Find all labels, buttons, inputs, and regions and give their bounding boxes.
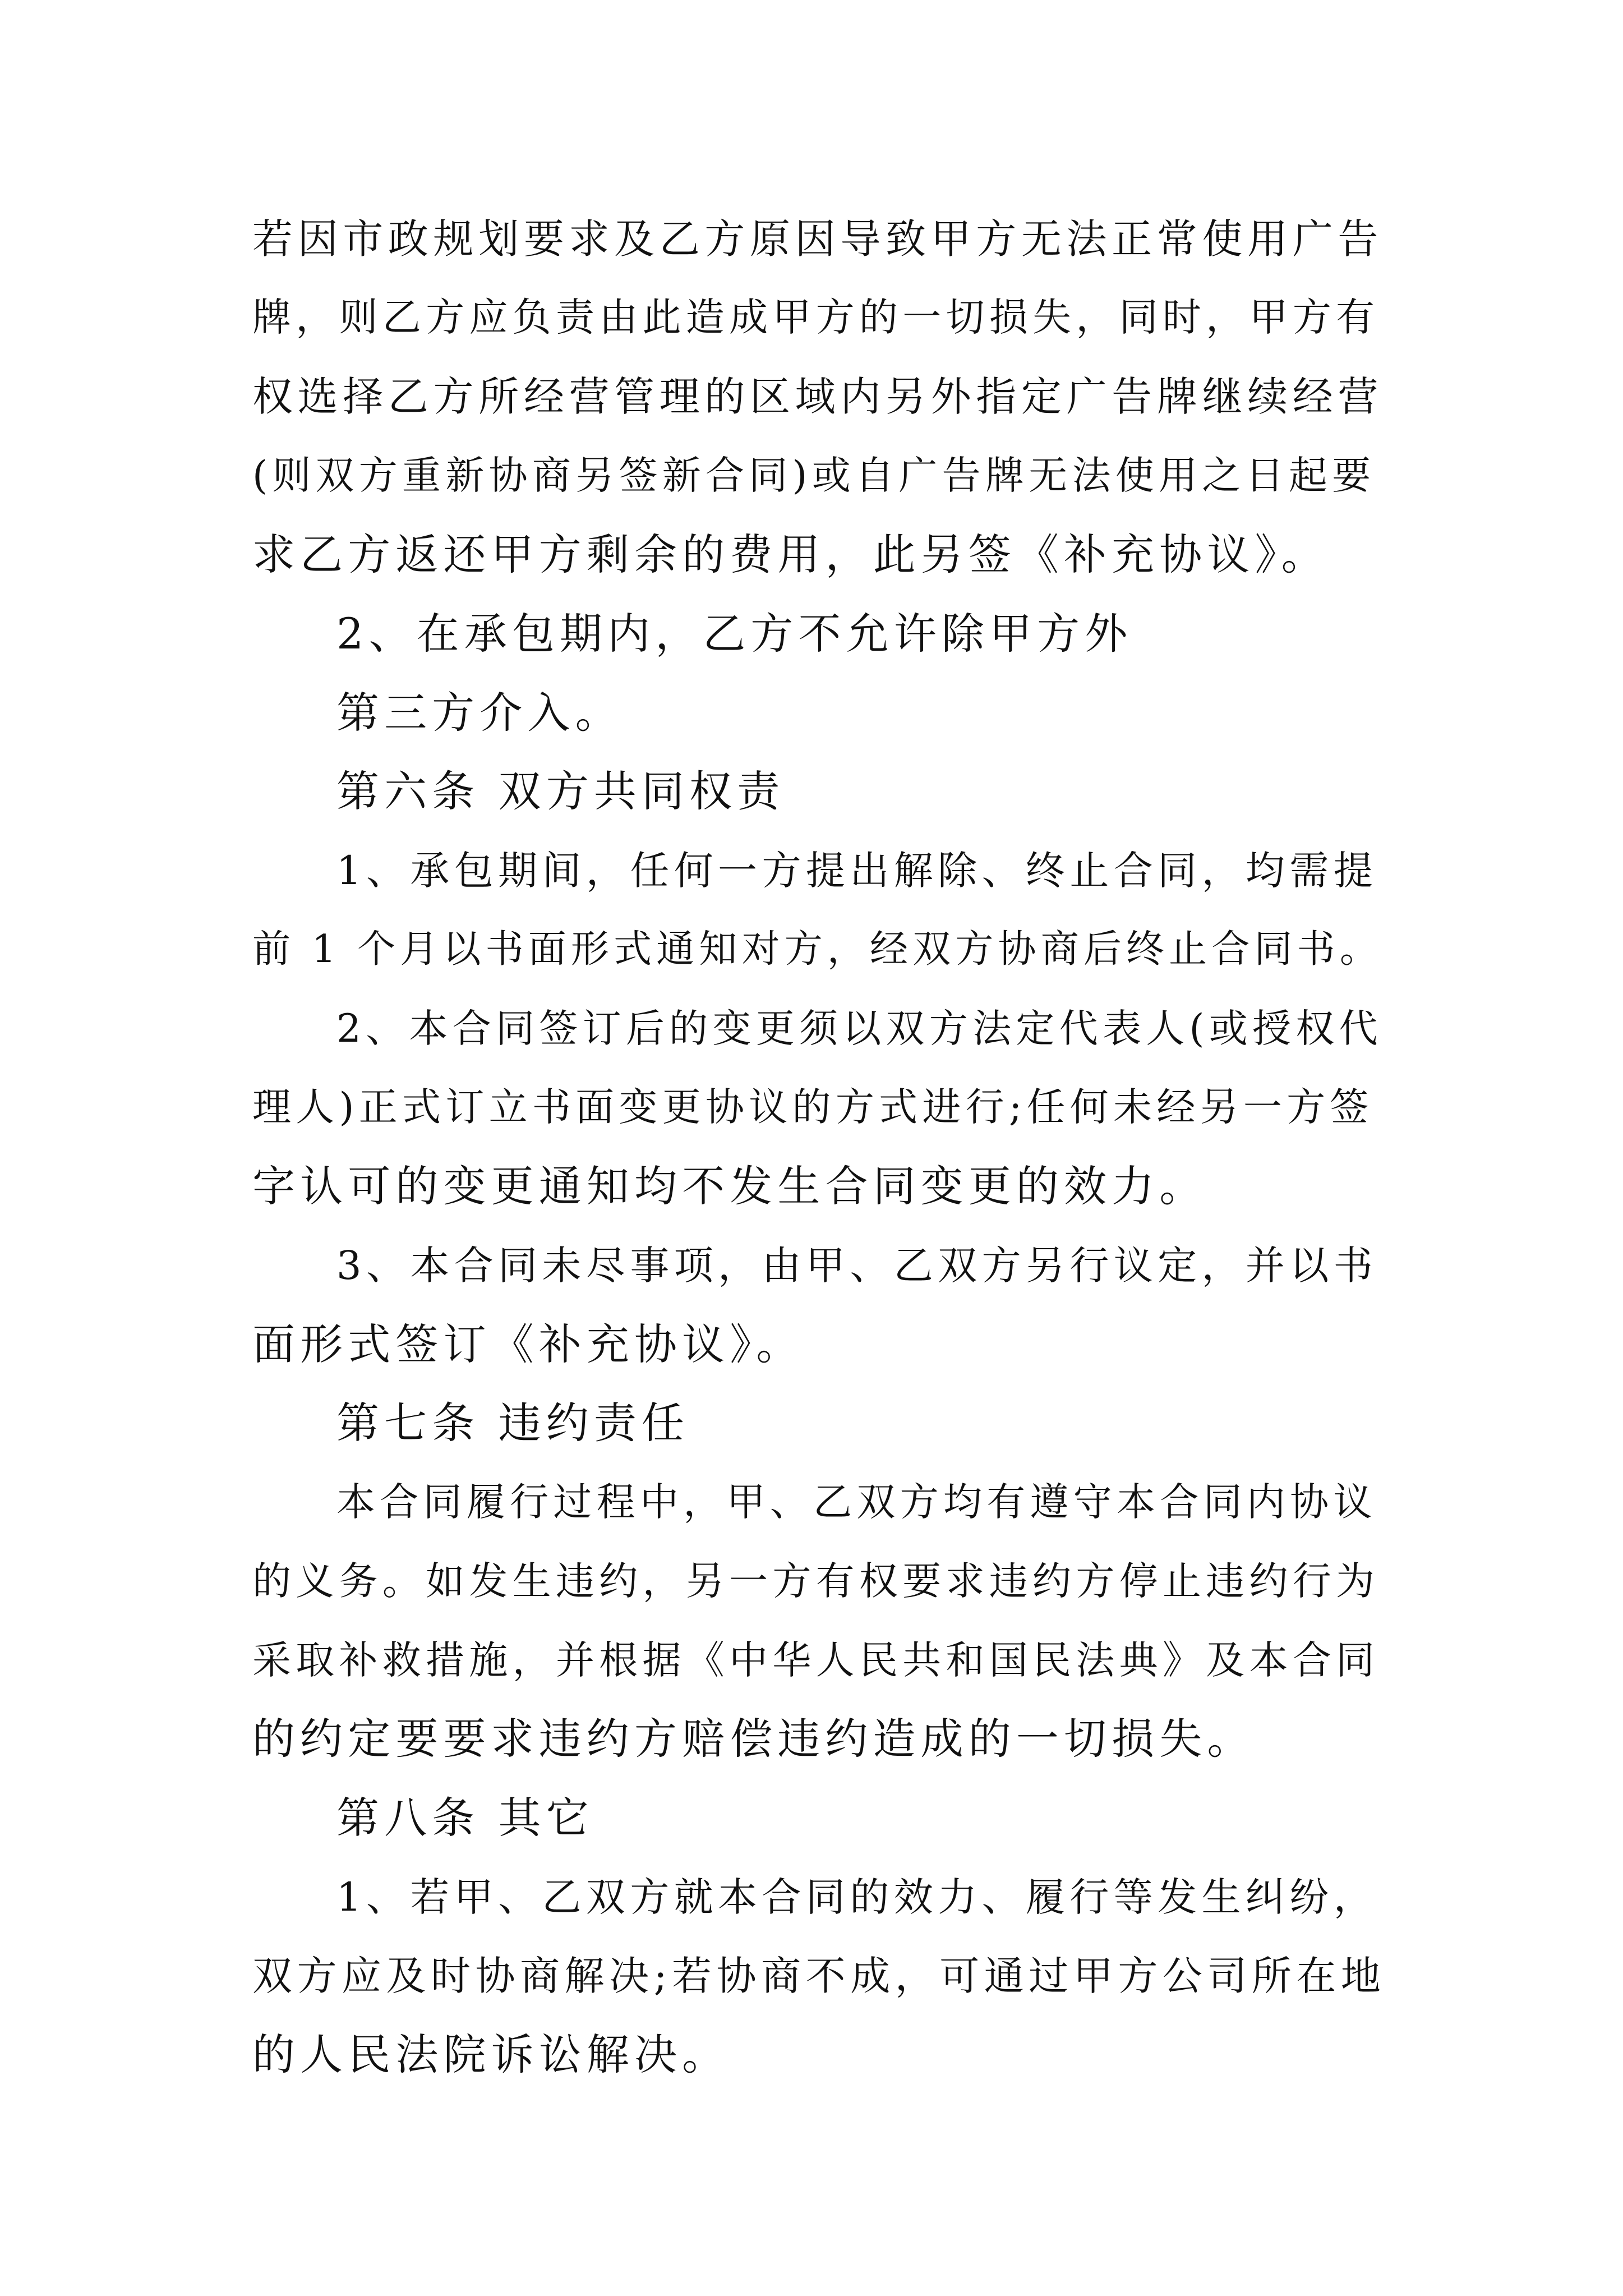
text-line: 的人民法院诉讼解决。 <box>252 2030 730 2079</box>
text-line: 第三方介入。 <box>336 688 623 738</box>
text-line: 字认可的变更通知均不发生合同变更的效力。 <box>252 1161 1207 1211</box>
section-heading: 第六条 双方共同权责 <box>336 766 785 816</box>
text-line: 理人)正式订立书面变更协议的方式进行;任何未经另一方签 <box>252 1085 1373 1130</box>
text-line: 1、若甲、乙双方就本合同的效力、履行等发生纠纷， <box>336 1874 1378 1920</box>
text-line: 采取补救措施，并根据《中华人民共和国民法典》及本合同 <box>252 1638 1380 1683</box>
text-line: 的约定要要求违约方赔偿违约造成的一切损失。 <box>252 1714 1255 1764</box>
section-heading: 第七条 违约责任 <box>336 1398 690 1448</box>
text-line: 牌，则乙方应负责由此造成甲方的一切损失，同时，甲方有 <box>252 295 1380 340</box>
text-line: 双方应及时协商解决;若协商不成，可通过甲方公司所在地 <box>252 1953 1386 1999</box>
section-heading: 第八条 其它 <box>336 1793 594 1843</box>
text-line: 的义务。如发生违约，另一方有权要求违约方停止违约行为 <box>252 1559 1380 1604</box>
text-line: 求乙方返还甲方剩余的费用，此另签《补充协议》。 <box>252 530 1329 579</box>
text-line: (则双方重新协商另签新合同)或自广告牌无法使用之日起要 <box>252 453 1376 498</box>
text-line: 面形式签订《补充协议》。 <box>252 1319 804 1369</box>
text-line: 前 1 个月以书面形式通知对方，经双方协商后终止合同书。 <box>252 927 1382 972</box>
text-line: 权选择乙方所经营管理的区域内另外指定广告牌继续经营 <box>252 373 1384 420</box>
text-line: 2、在承包期内，乙方不允许除甲方外 <box>336 609 1133 659</box>
text-line: 2、本合同签订后的变更须以双方法定代表人(或授权代 <box>336 1006 1382 1051</box>
text-line: 本合同履行过程中，甲、乙双方均有遵守本合同内协议 <box>336 1480 1377 1525</box>
text-line: 3、本合同未尽事项，由甲、乙双方另行议定，并以书 <box>336 1243 1378 1289</box>
text-line: 若因市政规划要求及乙方原因导致甲方无法正常使用广告 <box>252 215 1384 263</box>
text-line: 1、承包期间，任何一方提出解除、终止合同，均需提 <box>336 848 1378 894</box>
